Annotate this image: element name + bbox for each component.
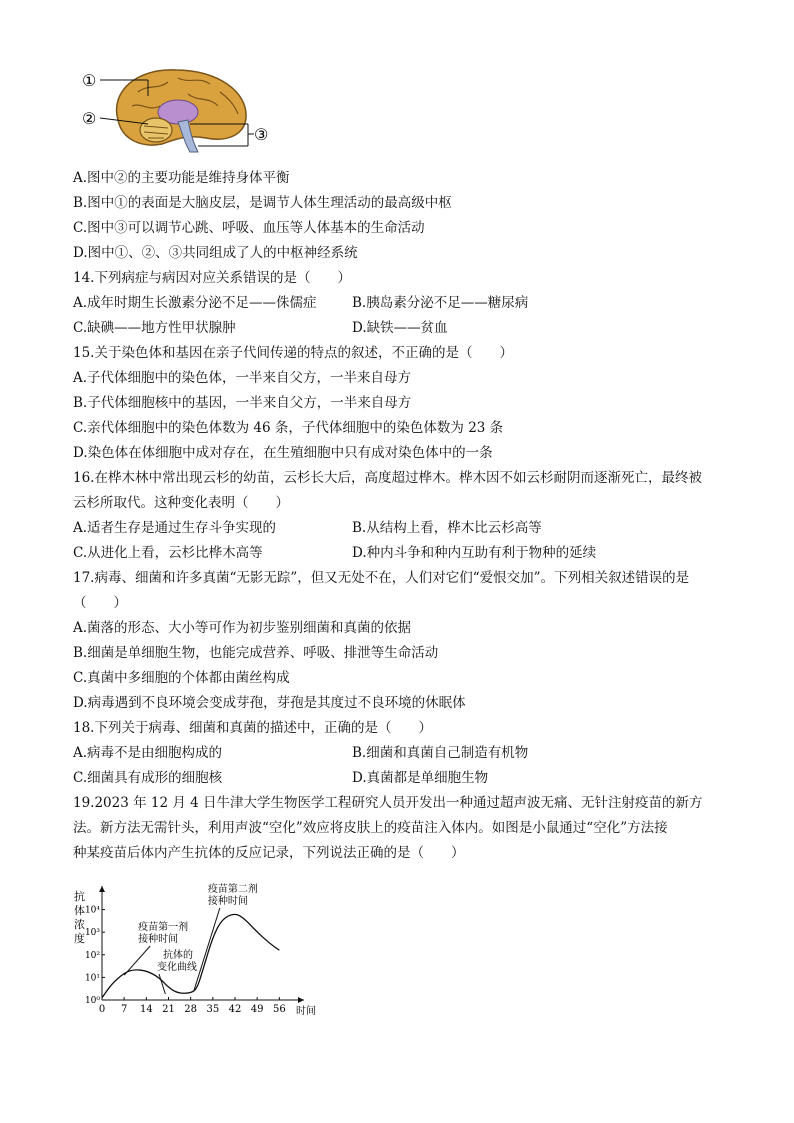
q19-stem-line-3: 种某疫苗后体内产生抗体的反应记录，下列说法正确的是（ ） [73,845,465,861]
q15-option-b: B.子代体细胞核中的基因，一半来自父方，一半来自母方 [73,395,412,411]
x-tick-label: 56 [272,1004,286,1015]
q19-stem-line-2: 法。新方法无需针头，利用声波“空化”效应将皮肤上的疫苗注入体内。如图是小鼠通过“空化”方法接 [73,820,668,836]
q16-row-2 [73,541,733,566]
q17-option-d: D.病毒遇到不良环境会变成芽孢，芽孢是其度过不良环境的休眠体 [73,695,466,711]
q15-option-a: A.子代体细胞中的染色体，一半来自父方，一半来自母方 [73,370,412,386]
x-tick-label: 21 [162,1004,175,1015]
q18-row-2 [73,766,733,791]
q16-stem-line-1: 16.在桦木林中常出现云杉的幼苗，云杉长大后，高度超过桦木。桦木因不如云杉耐阴而逐渐死亡，最终被 [73,470,702,486]
x-tick-label: 49 [250,1004,264,1015]
q17-option-b: B.细菌是单细胞生物，也能完成营养、呼吸、排泄等生命活动 [73,645,439,661]
annotation-first-dose-l1: 疫苗第一剂 [138,922,189,933]
q13-option-c: C.图中③可以调节心跳、呼吸、血压等人体基本的生命活动 [73,220,425,236]
y-tick-label: 10¹ [84,973,100,984]
q16-option-c: C.从进化上看，云杉比桦木高等 [73,545,263,561]
annotation-second-dose-l2: 接种时间 [207,896,248,907]
q18-option-b: B.细菌和真菌自己制造有机物 [352,745,529,761]
x-tick-label: 28 [184,1004,198,1015]
antibody-chart [70,880,316,1022]
q15-option-d: D.染色体在体细胞中成对存在，在生殖细胞中只有成对染色体中的一条 [73,445,493,461]
y-tick-label: 10⁴ [84,905,100,916]
ylabel-char-1: 抗 [74,890,85,903]
q18-option-c: C.细菌具有成形的细胞核 [73,770,223,786]
q16-option-a: A.适者生存是通过生存斗争实现的 [73,520,277,536]
q18-stem: 18.下列关于病毒、细菌和真菌的描述中，正确的是（ ） [73,720,432,736]
x-tick-label: 14 [139,1004,153,1015]
q14-option-a: A.成年时期生长激素分泌不足——侏儒症 [73,295,317,311]
q14-row-1 [73,291,733,316]
q14-option-c: C.缺碘——地方性甲状腺肿 [73,320,236,336]
q17-stem-line-2: （ ） [73,595,127,611]
annotation-curve-l1: 抗体的 [163,950,193,961]
x-axis-arrow [298,997,304,1003]
label-1: ① [82,71,97,90]
q14-option-d: D.缺铁——贫血 [352,320,448,336]
x-tick-label: 35 [206,1004,220,1015]
x-tick-label: 0 [98,1004,106,1015]
q16-row-1 [73,516,733,541]
label-3: ③ [254,125,269,144]
q18-option-d: D.真菌都是单细胞生物 [352,770,489,786]
q13-option-b: B.图中①的表面是大脑皮层，是调节人体生理活动的最高级中枢 [73,195,452,211]
q15-option-c: C.亲代体细胞中的染色体数为 46 条，子代体细胞中的染色体数为 23 条 [73,420,504,436]
x-axis-label: 时间 [296,1006,316,1017]
q17-option-c: C.真菌中多细胞的个体都由菌丝构成 [73,670,290,686]
q19-stem-line-1: 19.2023 年 12 月 4 日牛津大学生物医学工程研究人员开发出一种通过超声波无痛、无针注射疫苗的新方 [73,795,703,811]
q16-option-d: D.种内斗争和种内互助有利于物种的延续 [352,545,597,561]
x-tick-label: 7 [120,1004,128,1015]
label-2: ② [82,109,97,128]
y-axis-arrow [99,886,105,892]
x-tick-label: 42 [228,1004,242,1015]
q13-option-a: A.图中②的主要功能是维持身体平衡 [73,170,290,186]
annotation-second-dose-l1: 疫苗第二剂 [207,884,258,895]
q15-stem: 15.关于染色体和基因在亲子代间传递的特点的叙述，不正确的是（ ） [73,345,513,361]
y-tick-label: 10² [84,950,100,961]
q14-row-2 [73,316,733,341]
q17-option-a: A.菌落的形态、大小等可作为初步鉴别细菌和真菌的依据 [73,620,412,636]
question-text [73,166,733,866]
annotation-second-dose-pointer [194,908,220,991]
ylabel-char-3: 浓 [74,918,85,931]
ylabel-char-4: 度 [74,932,85,945]
q17-stem-line-1: 17.病毒、细菌和许多真菌“无影无踪”，但又无处不在，人们对它们“爱恨交加”。下列相关叙述错误的是 [73,570,690,586]
annotation-first-dose-l2: 接种时间 [138,934,179,945]
q13-option-d: D.图中①、②、③共同组成了人的中枢神经系统 [73,245,358,261]
brain-diagram [78,62,278,154]
q14-option-b: B.胰岛素分泌不足——糖尿病 [352,295,529,311]
ylabel-char-2: 体 [74,904,85,917]
q16-option-b: B.从结构上看，桦木比云杉高等 [352,520,542,536]
y-tick-label: 10⁰ [84,996,100,1006]
annotation-curve-l2: 变化曲线 [157,962,197,973]
q18-row-1 [73,741,733,766]
y-tick-label: 10³ [84,928,100,939]
q16-stem-line-2: 云杉所取代。这种变化表明（ ） [73,495,289,511]
q14-stem: 14.下列病症与病因对应关系错误的是（ ） [73,270,351,286]
q18-option-a: A.病毒不是由细胞构成的 [73,745,223,761]
